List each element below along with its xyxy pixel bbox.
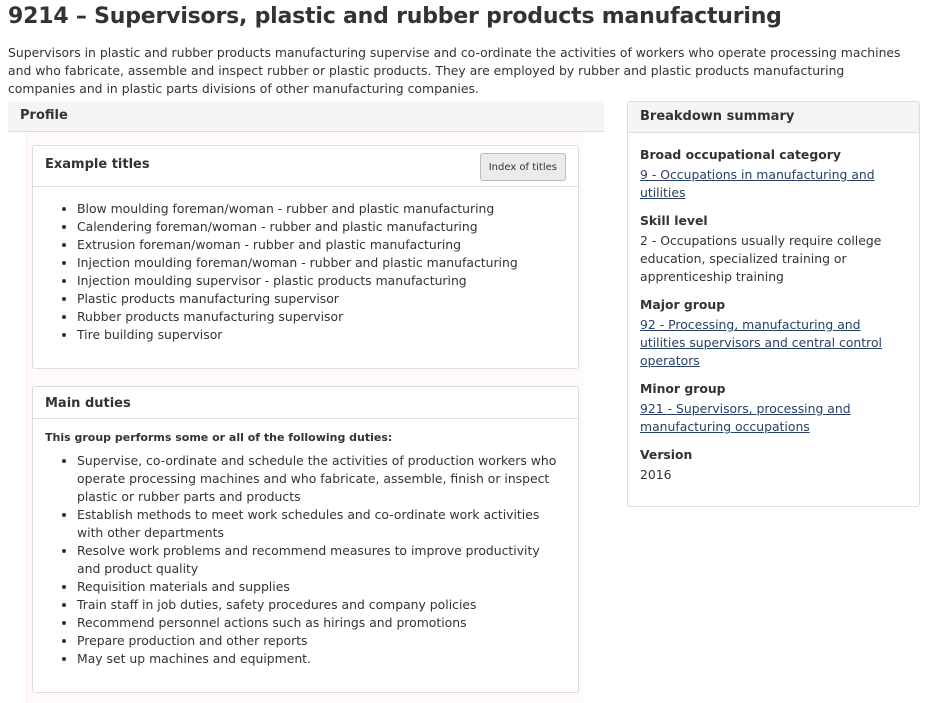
example-titles-header bbox=[33, 146, 578, 187]
example-titles-card bbox=[32, 145, 579, 369]
major-group-section bbox=[640, 296, 907, 370]
list-item: • Calendering foreman/woman - rubber and plastic manufacturing bbox=[77, 218, 578, 236]
main-duties-header bbox=[33, 387, 578, 419]
list-item: • Train staff in job duties, safety procedures and company policies bbox=[77, 596, 558, 614]
skill-level-label: Skill level bbox=[640, 213, 708, 228]
version-section bbox=[640, 446, 907, 484]
version-value: 2016 bbox=[640, 467, 672, 482]
list-item: • Requisition materials and supplies bbox=[77, 578, 558, 596]
broad-category-link[interactable]: 9 - Occupations in manufacturing and utilities bbox=[640, 167, 875, 200]
profile-panel bbox=[8, 101, 604, 701]
main-duties-card bbox=[32, 386, 579, 693]
list-item: • Supervise, co-ordinate and schedule the activities of production workers who operate processing machines and who fabricate, assemble, finish or inspect plastic or rubber parts and products bbox=[77, 452, 558, 506]
list-item: • Injection moulding supervisor - plastic products manufacturing bbox=[77, 272, 578, 290]
version-label: Version bbox=[640, 447, 693, 462]
list-item: • Rubber products manufacturing supervisor bbox=[77, 308, 578, 326]
list-item: • Tire building supervisor bbox=[77, 326, 578, 344]
major-group-label: Major group bbox=[640, 297, 726, 312]
list-item: • May set up machines and equipment. bbox=[77, 650, 558, 668]
broad-category-label: Broad occupational category bbox=[640, 147, 841, 162]
list-item: • Prepare production and other reports bbox=[77, 632, 558, 650]
main-duties-lead: This group performs some or all of the following duties: bbox=[45, 431, 393, 444]
breakdown-summary-body bbox=[628, 133, 919, 484]
list-item: • Blow moulding foreman/woman - rubber and plastic manufacturing bbox=[77, 200, 578, 218]
list-item: • Extrusion foreman/woman - rubber and plastic manufacturing bbox=[77, 236, 578, 254]
list-item: • Establish methods to meet work schedules and co-ordinate work activities with other departments bbox=[77, 506, 558, 542]
page-title: 9214 – Supervisors, plastic and rubber products manufacturing bbox=[8, 4, 782, 29]
minor-group-section bbox=[640, 380, 907, 436]
main-duties-heading: Main duties bbox=[45, 396, 131, 411]
minor-group-label: Minor group bbox=[640, 381, 726, 396]
profile-heading: Profile bbox=[8, 101, 604, 132]
example-titles-heading: Example titles bbox=[45, 157, 150, 172]
major-group-link[interactable]: 92 - Processing, manufacturing and utilities supervisors and central control operators bbox=[640, 317, 882, 368]
index-of-titles-button[interactable]: Index of titles bbox=[480, 153, 566, 181]
broad-category-section bbox=[640, 146, 907, 202]
list-item: • Resolve work problems and recommend measures to improve productivity and product quality bbox=[77, 542, 558, 578]
minor-group-link[interactable]: 921 - Supervisors, processing and manufacturing occupations bbox=[640, 401, 851, 434]
main-duties-list bbox=[33, 444, 578, 668]
breakdown-summary-panel bbox=[627, 101, 920, 507]
list-item: • Recommend personnel actions such as hirings and promotions bbox=[77, 614, 558, 632]
example-titles-list bbox=[33, 187, 578, 344]
breakdown-summary-heading: Breakdown summary bbox=[628, 102, 919, 133]
page-intro: Supervisors in plastic and rubber products manufacturing supervise and co-ordinate the activities of workers who operate processing machines and who fabricate, assemble and inspect rubber or plastic products. They are employed by rubber and plastic products manufacturing companies and in plastic parts divisions of other manufacturing companies. bbox=[8, 45, 901, 96]
list-item: • Injection moulding foreman/woman - rubber and plastic manufacturing bbox=[77, 254, 578, 272]
skill-level-value: 2 - Occupations usually require college education, specialized training or apprenticeship training bbox=[640, 233, 882, 284]
skill-level-section bbox=[640, 212, 907, 286]
list-item: • Plastic products manufacturing supervisor bbox=[77, 290, 578, 308]
